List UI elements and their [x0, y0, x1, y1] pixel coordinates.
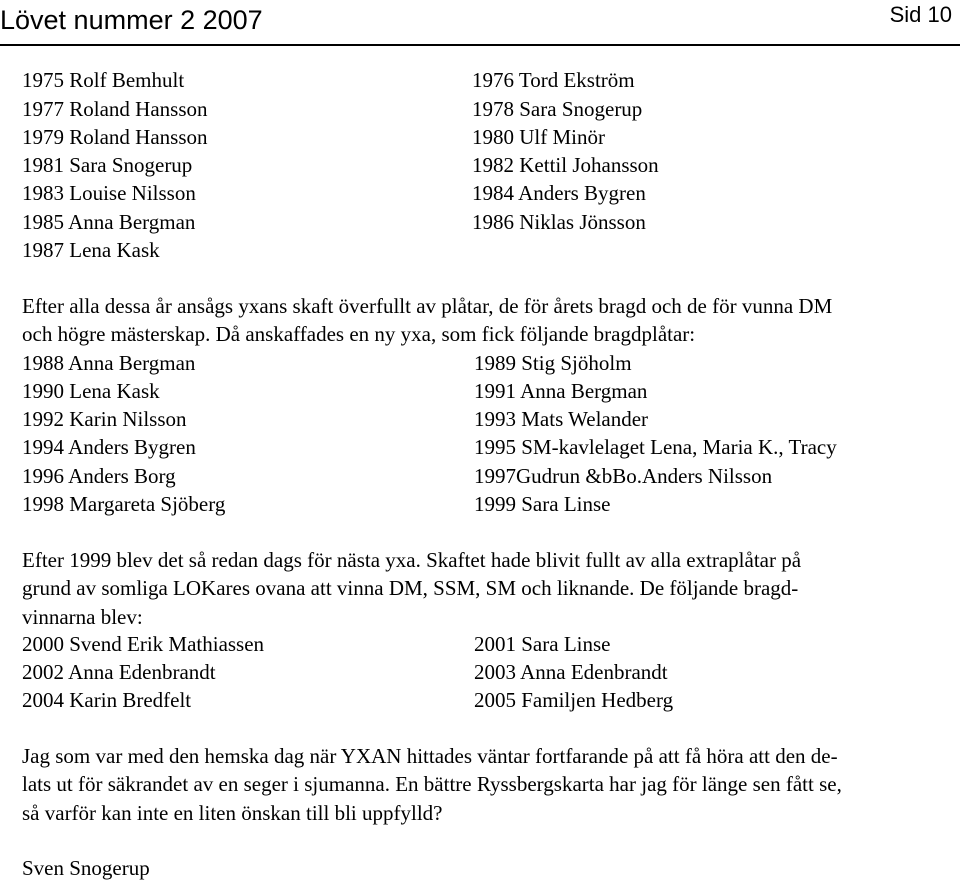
list-entry: 2004 Karin Bredfelt — [22, 688, 192, 712]
list-entry: 1989 Stig Sjöholm — [474, 351, 632, 375]
paragraph-line: Efter 1999 blev det så redan dags för nästa yxa. Skaftet hade blivit fullt av alla extraplåtar på — [22, 548, 802, 572]
list-entry: 1982 Kettil Johansson — [472, 153, 659, 177]
list-entry: 1986 Niklas Jönsson — [472, 210, 646, 234]
list-entry: 1998 Margareta Sjöberg — [22, 492, 226, 516]
list-entry: 1978 Sara Snogerup — [472, 97, 643, 121]
list-entry: 2005 Familjen Hedberg — [474, 688, 674, 712]
paragraph-line: Efter alla dessa år ansågs yxans skaft överfullt av plåtar, de för årets bragd och de för vunna DM — [22, 294, 833, 318]
list-entry: 1980 Ulf Minör — [472, 125, 605, 149]
list-entry: 1996 Anders Borg — [22, 464, 176, 488]
page-header — [0, 0, 960, 46]
paragraph-line: och högre mästerskap. Då anskaffades en ny yxa, som fick följande bragdplåtar: — [22, 322, 696, 347]
newsletter-title: Lövet nummer 2 2007 — [0, 5, 263, 35]
list-entry: 1994 Anders Bygren — [22, 435, 196, 459]
list-entry: 2000 Svend Erik Mathiassen — [22, 632, 265, 656]
paragraph-line: så varför kan inte en liten önskan till bli uppfylld? — [22, 800, 443, 825]
paragraph-intro-new-axe — [22, 292, 952, 349]
page-number: Sid 10 — [889, 2, 952, 27]
list-entry: 1983 Louise Nilsson — [22, 181, 196, 205]
list-entry: 1995 SM-kavlelaget Lena, Maria K., Tracy — [474, 435, 837, 459]
list-entry: 1984 Anders Bygren — [472, 181, 646, 205]
list-entry: 1976 Tord Ekström — [472, 68, 635, 92]
list-entry: 1987 Lena Kask — [22, 238, 160, 262]
paragraph-line: vinnarna blev: — [22, 604, 143, 629]
list-entry: 2003 Anna Edenbrandt — [474, 660, 668, 684]
list-entry: 1977 Roland Hansson — [22, 97, 208, 121]
list-entry: 1993 Mats Welander — [474, 407, 649, 431]
list-entry: 1975 Rolf Bemhult — [22, 68, 185, 92]
list-entry: 1979 Roland Hansson — [22, 125, 208, 149]
paragraph-closing — [22, 742, 952, 827]
list-entry: 1992 Karin Nilsson — [22, 407, 187, 431]
list-entry: 1997Gudrun &bBo.Anders Nilsson — [474, 464, 773, 488]
paragraph-line: lats ut för säkrandet av en seger i sjumanna. En bättre Ryssbergskarta har jag för länge sen fått se, — [22, 772, 842, 797]
list-entry: 1985 Anna Bergman — [22, 210, 196, 234]
list-entry: 1988 Anna Bergman — [22, 351, 196, 375]
list-entry: 1991 Anna Bergman — [474, 379, 648, 403]
list-entry: 1990 Lena Kask — [22, 379, 160, 403]
paragraph-third-axe — [22, 546, 952, 631]
list-entry: 1999 Sara Linse — [474, 492, 611, 516]
list-entry: 2002 Anna Edenbrandt — [22, 660, 216, 684]
author-signature: Sven Snogerup — [22, 856, 150, 880]
list-entry: 1981 Sara Snogerup — [22, 153, 193, 177]
paragraph-line: Jag som var med den hemska dag när YXAN hittades väntar fortfarande på att få höra att den de- — [22, 744, 838, 768]
paragraph-line: grund av somliga LOKares ovana att vinna DM, SSM, SM och liknande. De följande bragd- — [22, 576, 799, 601]
list-entry: 2001 Sara Linse — [474, 632, 611, 656]
